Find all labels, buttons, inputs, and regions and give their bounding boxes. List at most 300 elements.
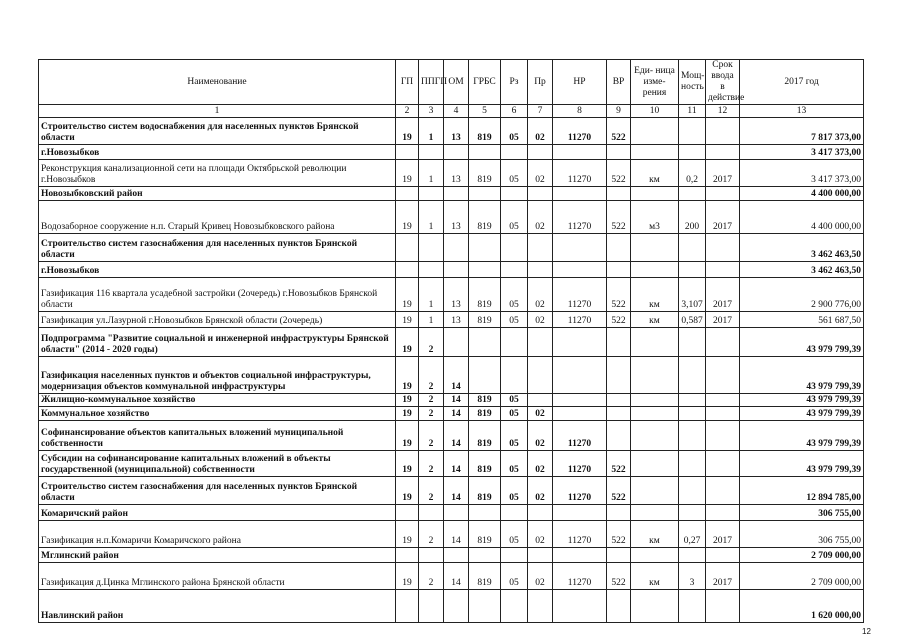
cell-pr bbox=[528, 590, 553, 623]
cell-om: 13 bbox=[444, 201, 469, 234]
cell-ppgp bbox=[419, 187, 444, 201]
cell-grbs bbox=[469, 187, 501, 201]
col-number: 11 bbox=[679, 105, 706, 118]
cell-grbs: 819 bbox=[469, 477, 501, 505]
cell-gp bbox=[396, 187, 419, 201]
cell-vr bbox=[607, 590, 631, 623]
col-grbs-header: ГРБС bbox=[469, 60, 501, 105]
cell-gp: 19 bbox=[396, 451, 419, 477]
table-row bbox=[39, 262, 864, 278]
cell-rz bbox=[501, 262, 528, 278]
cell-nr: 11270 bbox=[553, 451, 607, 477]
cell-om bbox=[444, 187, 469, 201]
cell-term bbox=[706, 118, 740, 145]
cell-ppgp bbox=[419, 262, 444, 278]
table-row bbox=[39, 201, 864, 234]
cell-nr bbox=[553, 328, 607, 357]
cell-pr: 02 bbox=[528, 118, 553, 145]
cell-gp bbox=[396, 548, 419, 563]
cell-om: 14 bbox=[444, 407, 469, 421]
cell-sum: 3 462 463,50 bbox=[740, 262, 864, 278]
cell-power bbox=[679, 451, 706, 477]
cell-om: 13 bbox=[444, 278, 469, 312]
cell-grbs: 819 bbox=[469, 421, 501, 451]
cell-vr bbox=[607, 394, 631, 407]
cell-ppgp: 2 bbox=[419, 328, 444, 357]
cell-nr bbox=[553, 548, 607, 563]
cell-sum: 3 462 463,50 bbox=[740, 234, 864, 262]
cell-pr: 02 bbox=[528, 407, 553, 421]
cell-nr: 11270 bbox=[553, 421, 607, 451]
cell-ppgp: 1 bbox=[419, 312, 444, 328]
cell-gp: 19 bbox=[396, 118, 419, 145]
table-row bbox=[39, 521, 864, 548]
cell-term bbox=[706, 421, 740, 451]
cell-sum: 43 979 799,39 bbox=[740, 407, 864, 421]
cell-gp: 19 bbox=[396, 521, 419, 548]
cell-power bbox=[679, 118, 706, 145]
table-row bbox=[39, 548, 864, 563]
cell-name: Строительство систем водоснабжения для населенных пунктов Брянской области bbox=[39, 118, 396, 145]
table-row bbox=[39, 328, 864, 357]
cell-rz: 05 bbox=[501, 278, 528, 312]
cell-sum: 43 979 799,39 bbox=[740, 451, 864, 477]
cell-grbs bbox=[469, 505, 501, 521]
cell-rz: 05 bbox=[501, 421, 528, 451]
cell-term bbox=[706, 548, 740, 563]
col-pr-header: Пр bbox=[528, 60, 553, 105]
cell-rz: 05 bbox=[501, 118, 528, 145]
cell-term bbox=[706, 187, 740, 201]
cell-nr: 11270 bbox=[553, 278, 607, 312]
cell-nr: 11270 bbox=[553, 201, 607, 234]
cell-pr: 02 bbox=[528, 521, 553, 548]
cell-rz bbox=[501, 145, 528, 160]
col-number: 8 bbox=[553, 105, 607, 118]
cell-om: 13 bbox=[444, 160, 469, 187]
cell-unit bbox=[631, 421, 679, 451]
cell-sum: 2 709 000,00 bbox=[740, 563, 864, 590]
col-number: 1 bbox=[39, 105, 396, 118]
cell-name: Газификация 116 квартала усадебной застройки (2очередь) г.Новозыбков Брянской области bbox=[39, 278, 396, 312]
cell-vr: 522 bbox=[607, 521, 631, 548]
cell-nr bbox=[553, 394, 607, 407]
table-row bbox=[39, 407, 864, 421]
cell-grbs bbox=[469, 145, 501, 160]
col-term-header: Срок ввода в действие bbox=[706, 60, 740, 105]
cell-power bbox=[679, 234, 706, 262]
cell-vr: 522 bbox=[607, 160, 631, 187]
header-row bbox=[39, 60, 864, 105]
cell-term bbox=[706, 234, 740, 262]
cell-vr: 522 bbox=[607, 118, 631, 145]
cell-gp bbox=[396, 145, 419, 160]
cell-nr bbox=[553, 187, 607, 201]
cell-term bbox=[706, 407, 740, 421]
cell-term bbox=[706, 357, 740, 394]
table-row bbox=[39, 278, 864, 312]
col-gp-header: ГП bbox=[396, 60, 419, 105]
cell-power bbox=[679, 394, 706, 407]
cell-pr bbox=[528, 234, 553, 262]
cell-ppgp: 1 bbox=[419, 201, 444, 234]
cell-gp bbox=[396, 505, 419, 521]
cell-rz: 05 bbox=[501, 451, 528, 477]
cell-rz bbox=[501, 505, 528, 521]
cell-vr bbox=[607, 187, 631, 201]
cell-unit: км bbox=[631, 278, 679, 312]
cell-gp: 19 bbox=[396, 407, 419, 421]
cell-name: Подпрограмма "Развитие социальной и инженерной инфраструктуры Брянской области" (2014 - 2020 годы) bbox=[39, 328, 396, 357]
cell-nr: 11270 bbox=[553, 563, 607, 590]
cell-power: 3 bbox=[679, 563, 706, 590]
cell-rz: 05 bbox=[501, 160, 528, 187]
cell-grbs: 819 bbox=[469, 160, 501, 187]
cell-unit bbox=[631, 407, 679, 421]
cell-om: 14 bbox=[444, 563, 469, 590]
cell-ppgp: 2 bbox=[419, 394, 444, 407]
cell-om bbox=[444, 548, 469, 563]
col-name-header: Наименование bbox=[39, 60, 396, 105]
cell-pr: 02 bbox=[528, 312, 553, 328]
cell-term: 2017 bbox=[706, 312, 740, 328]
col-rz-header: Рз bbox=[501, 60, 528, 105]
budget-table bbox=[38, 59, 864, 623]
cell-name: Коммунальное хозяйство bbox=[39, 407, 396, 421]
cell-pr: 02 bbox=[528, 160, 553, 187]
cell-name: Навлинский район bbox=[39, 590, 396, 623]
table-row bbox=[39, 590, 864, 623]
cell-power: 0,27 bbox=[679, 521, 706, 548]
cell-power bbox=[679, 187, 706, 201]
cell-sum: 561 687,50 bbox=[740, 312, 864, 328]
cell-grbs bbox=[469, 262, 501, 278]
cell-rz: 05 bbox=[501, 563, 528, 590]
cell-name: г.Новозыбков bbox=[39, 262, 396, 278]
cell-nr bbox=[553, 145, 607, 160]
cell-pr: 02 bbox=[528, 421, 553, 451]
cell-sum: 43 979 799,39 bbox=[740, 328, 864, 357]
cell-unit bbox=[631, 234, 679, 262]
cell-ppgp: 2 bbox=[419, 357, 444, 394]
table-row bbox=[39, 505, 864, 521]
cell-vr: 522 bbox=[607, 563, 631, 590]
cell-pr bbox=[528, 394, 553, 407]
cell-name: Газификация ул.Лазурной г.Новозыбков Брянской области (2очередь) bbox=[39, 312, 396, 328]
cell-unit bbox=[631, 262, 679, 278]
cell-nr: 11270 bbox=[553, 521, 607, 548]
col-number: 10 bbox=[631, 105, 679, 118]
cell-grbs: 819 bbox=[469, 521, 501, 548]
cell-ppgp: 2 bbox=[419, 477, 444, 505]
cell-name: Строительство систем газоснабжения для населенных пунктов Брянской области bbox=[39, 477, 396, 505]
cell-term: 2017 bbox=[706, 201, 740, 234]
cell-vr bbox=[607, 505, 631, 521]
cell-rz: 05 bbox=[501, 477, 528, 505]
cell-grbs: 819 bbox=[469, 451, 501, 477]
cell-vr bbox=[607, 357, 631, 394]
cell-om: 14 bbox=[444, 451, 469, 477]
cell-power bbox=[679, 477, 706, 505]
cell-sum: 2 900 776,00 bbox=[740, 278, 864, 312]
cell-pr: 02 bbox=[528, 451, 553, 477]
cell-vr bbox=[607, 262, 631, 278]
col-number: 2 bbox=[396, 105, 419, 118]
cell-nr bbox=[553, 505, 607, 521]
cell-gp: 19 bbox=[396, 201, 419, 234]
cell-term bbox=[706, 451, 740, 477]
cell-term: 2017 bbox=[706, 278, 740, 312]
cell-name: г.Новозыбков bbox=[39, 145, 396, 160]
cell-vr bbox=[607, 328, 631, 357]
cell-ppgp: 2 bbox=[419, 421, 444, 451]
cell-unit bbox=[631, 357, 679, 394]
cell-ppgp: 2 bbox=[419, 451, 444, 477]
cell-rz bbox=[501, 328, 528, 357]
col-vr-header: ВР bbox=[607, 60, 631, 105]
cell-unit bbox=[631, 477, 679, 505]
cell-unit bbox=[631, 590, 679, 623]
cell-nr: 11270 bbox=[553, 477, 607, 505]
cell-nr: 11270 bbox=[553, 160, 607, 187]
cell-sum: 43 979 799,39 bbox=[740, 421, 864, 451]
cell-ppgp: 1 bbox=[419, 278, 444, 312]
cell-sum: 3 417 373,00 bbox=[740, 145, 864, 160]
cell-pr bbox=[528, 262, 553, 278]
table-body bbox=[39, 118, 864, 623]
table-header bbox=[39, 60, 864, 118]
cell-vr: 522 bbox=[607, 451, 631, 477]
col-number: 4 bbox=[444, 105, 469, 118]
cell-grbs: 819 bbox=[469, 118, 501, 145]
cell-ppgp bbox=[419, 145, 444, 160]
cell-ppgp bbox=[419, 548, 444, 563]
col-number: 9 bbox=[607, 105, 631, 118]
cell-grbs bbox=[469, 548, 501, 563]
cell-power bbox=[679, 357, 706, 394]
cell-rz bbox=[501, 234, 528, 262]
table-row bbox=[39, 187, 864, 201]
col-unit-header: Еди- ница изме- рения bbox=[631, 60, 679, 105]
cell-gp: 19 bbox=[396, 278, 419, 312]
cell-name: Софинансирование объектов капитальных вложений муниципальной собственности bbox=[39, 421, 396, 451]
cell-om: 14 bbox=[444, 394, 469, 407]
cell-unit bbox=[631, 118, 679, 145]
cell-name: Комаричский район bbox=[39, 505, 396, 521]
table-row bbox=[39, 477, 864, 505]
cell-grbs bbox=[469, 328, 501, 357]
cell-gp: 19 bbox=[396, 328, 419, 357]
cell-power bbox=[679, 505, 706, 521]
cell-ppgp bbox=[419, 505, 444, 521]
cell-ppgp: 2 bbox=[419, 563, 444, 590]
cell-gp: 19 bbox=[396, 421, 419, 451]
cell-power bbox=[679, 548, 706, 563]
cell-grbs: 819 bbox=[469, 201, 501, 234]
cell-pr bbox=[528, 145, 553, 160]
cell-unit bbox=[631, 394, 679, 407]
col-ppgp-header: ППГП bbox=[419, 60, 444, 105]
cell-name: Газификация д.Цинка Мглинского района Брянской области bbox=[39, 563, 396, 590]
table-row bbox=[39, 421, 864, 451]
cell-unit bbox=[631, 187, 679, 201]
cell-power bbox=[679, 421, 706, 451]
cell-pr: 02 bbox=[528, 201, 553, 234]
cell-name: Водозаборное сооружение н.п. Старый Кривец Новозыбковского района bbox=[39, 201, 396, 234]
cell-rz bbox=[501, 590, 528, 623]
cell-power: 0,587 bbox=[679, 312, 706, 328]
cell-grbs: 819 bbox=[469, 394, 501, 407]
cell-unit: км bbox=[631, 312, 679, 328]
cell-nr bbox=[553, 590, 607, 623]
cell-term bbox=[706, 145, 740, 160]
cell-term bbox=[706, 477, 740, 505]
cell-grbs bbox=[469, 234, 501, 262]
cell-power bbox=[679, 590, 706, 623]
cell-term bbox=[706, 262, 740, 278]
cell-om bbox=[444, 234, 469, 262]
cell-om bbox=[444, 505, 469, 521]
cell-rz: 05 bbox=[501, 407, 528, 421]
cell-unit bbox=[631, 328, 679, 357]
cell-unit: км bbox=[631, 563, 679, 590]
table-row bbox=[39, 118, 864, 145]
cell-sum: 4 400 000,00 bbox=[740, 201, 864, 234]
cell-term bbox=[706, 505, 740, 521]
cell-om bbox=[444, 328, 469, 357]
cell-ppgp: 2 bbox=[419, 407, 444, 421]
cell-rz bbox=[501, 187, 528, 201]
table-row bbox=[39, 563, 864, 590]
cell-name: Газификация населенных пунктов и объектов социальной инфраструктуры, модернизация объектов коммунальной инфраструктуры bbox=[39, 357, 396, 394]
cell-grbs: 819 bbox=[469, 563, 501, 590]
cell-rz bbox=[501, 548, 528, 563]
cell-name: Строительство систем газоснабжения для населенных пунктов Брянской области bbox=[39, 234, 396, 262]
table-row bbox=[39, 234, 864, 262]
cell-sum: 1 620 000,00 bbox=[740, 590, 864, 623]
col-nr-header: НР bbox=[553, 60, 607, 105]
col-number: 12 bbox=[706, 105, 740, 118]
cell-gp: 19 bbox=[396, 563, 419, 590]
col-number: 5 bbox=[469, 105, 501, 118]
col-number: 7 bbox=[528, 105, 553, 118]
cell-nr bbox=[553, 407, 607, 421]
cell-name: Субсидии на софинансирование капитальных вложений в объекты государственной (муниципальной) собственности bbox=[39, 451, 396, 477]
cell-unit: км bbox=[631, 521, 679, 548]
cell-power: 3,107 bbox=[679, 278, 706, 312]
cell-om: 13 bbox=[444, 312, 469, 328]
cell-unit bbox=[631, 548, 679, 563]
cell-pr: 02 bbox=[528, 477, 553, 505]
cell-sum: 306 755,00 bbox=[740, 521, 864, 548]
cell-power bbox=[679, 262, 706, 278]
table-row bbox=[39, 451, 864, 477]
cell-rz: 05 bbox=[501, 312, 528, 328]
cell-gp: 19 bbox=[396, 394, 419, 407]
table-row bbox=[39, 357, 864, 394]
cell-vr: 522 bbox=[607, 278, 631, 312]
cell-nr bbox=[553, 234, 607, 262]
cell-unit: м3 bbox=[631, 201, 679, 234]
cell-sum: 12 894 785,00 bbox=[740, 477, 864, 505]
cell-sum: 306 755,00 bbox=[740, 505, 864, 521]
cell-vr: 522 bbox=[607, 201, 631, 234]
cell-pr bbox=[528, 328, 553, 357]
table-row bbox=[39, 145, 864, 160]
cell-unit bbox=[631, 145, 679, 160]
cell-name: Реконструкция канализационной сети на площади Октябрьской революции г.Новозыбков bbox=[39, 160, 396, 187]
cell-name: Новозыбковский район bbox=[39, 187, 396, 201]
cell-nr bbox=[553, 262, 607, 278]
col-power-header: Мощ- ность bbox=[679, 60, 706, 105]
cell-om bbox=[444, 262, 469, 278]
cell-term: 2017 bbox=[706, 521, 740, 548]
cell-vr bbox=[607, 145, 631, 160]
cell-unit bbox=[631, 505, 679, 521]
cell-pr bbox=[528, 505, 553, 521]
cell-rz bbox=[501, 357, 528, 394]
cell-nr bbox=[553, 357, 607, 394]
cell-term bbox=[706, 590, 740, 623]
cell-om: 13 bbox=[444, 118, 469, 145]
cell-power: 200 bbox=[679, 201, 706, 234]
cell-pr: 02 bbox=[528, 278, 553, 312]
cell-om: 14 bbox=[444, 357, 469, 394]
cell-gp bbox=[396, 590, 419, 623]
col-om-header: ОМ bbox=[444, 60, 469, 105]
col-year-header: 2017 год bbox=[740, 60, 864, 105]
cell-om: 14 bbox=[444, 421, 469, 451]
cell-power bbox=[679, 145, 706, 160]
cell-gp bbox=[396, 262, 419, 278]
cell-grbs bbox=[469, 590, 501, 623]
cell-sum: 4 400 000,00 bbox=[740, 187, 864, 201]
cell-gp bbox=[396, 234, 419, 262]
cell-name: Мглинский район bbox=[39, 548, 396, 563]
cell-sum: 7 817 373,00 bbox=[740, 118, 864, 145]
table-row bbox=[39, 312, 864, 328]
table-row bbox=[39, 160, 864, 187]
cell-rz: 05 bbox=[501, 394, 528, 407]
cell-term: 2017 bbox=[706, 160, 740, 187]
table-row bbox=[39, 394, 864, 407]
cell-power: 0,2 bbox=[679, 160, 706, 187]
cell-ppgp: 1 bbox=[419, 160, 444, 187]
cell-nr: 11270 bbox=[553, 312, 607, 328]
cell-pr bbox=[528, 548, 553, 563]
cell-vr: 522 bbox=[607, 312, 631, 328]
cell-ppgp bbox=[419, 234, 444, 262]
cell-name: Жилищно-коммунальное хозяйство bbox=[39, 394, 396, 407]
cell-grbs: 819 bbox=[469, 278, 501, 312]
cell-gp: 19 bbox=[396, 357, 419, 394]
col-number: 6 bbox=[501, 105, 528, 118]
cell-vr bbox=[607, 234, 631, 262]
col-number: 13 bbox=[740, 105, 864, 118]
cell-rz: 05 bbox=[501, 521, 528, 548]
cell-term bbox=[706, 328, 740, 357]
cell-sum: 43 979 799,39 bbox=[740, 394, 864, 407]
cell-ppgp bbox=[419, 590, 444, 623]
column-numbers-row bbox=[39, 105, 864, 118]
cell-grbs: 819 bbox=[469, 312, 501, 328]
cell-om: 14 bbox=[444, 521, 469, 548]
cell-gp: 19 bbox=[396, 160, 419, 187]
cell-ppgp: 1 bbox=[419, 118, 444, 145]
cell-nr: 11270 bbox=[553, 118, 607, 145]
cell-om: 14 bbox=[444, 477, 469, 505]
cell-om bbox=[444, 145, 469, 160]
